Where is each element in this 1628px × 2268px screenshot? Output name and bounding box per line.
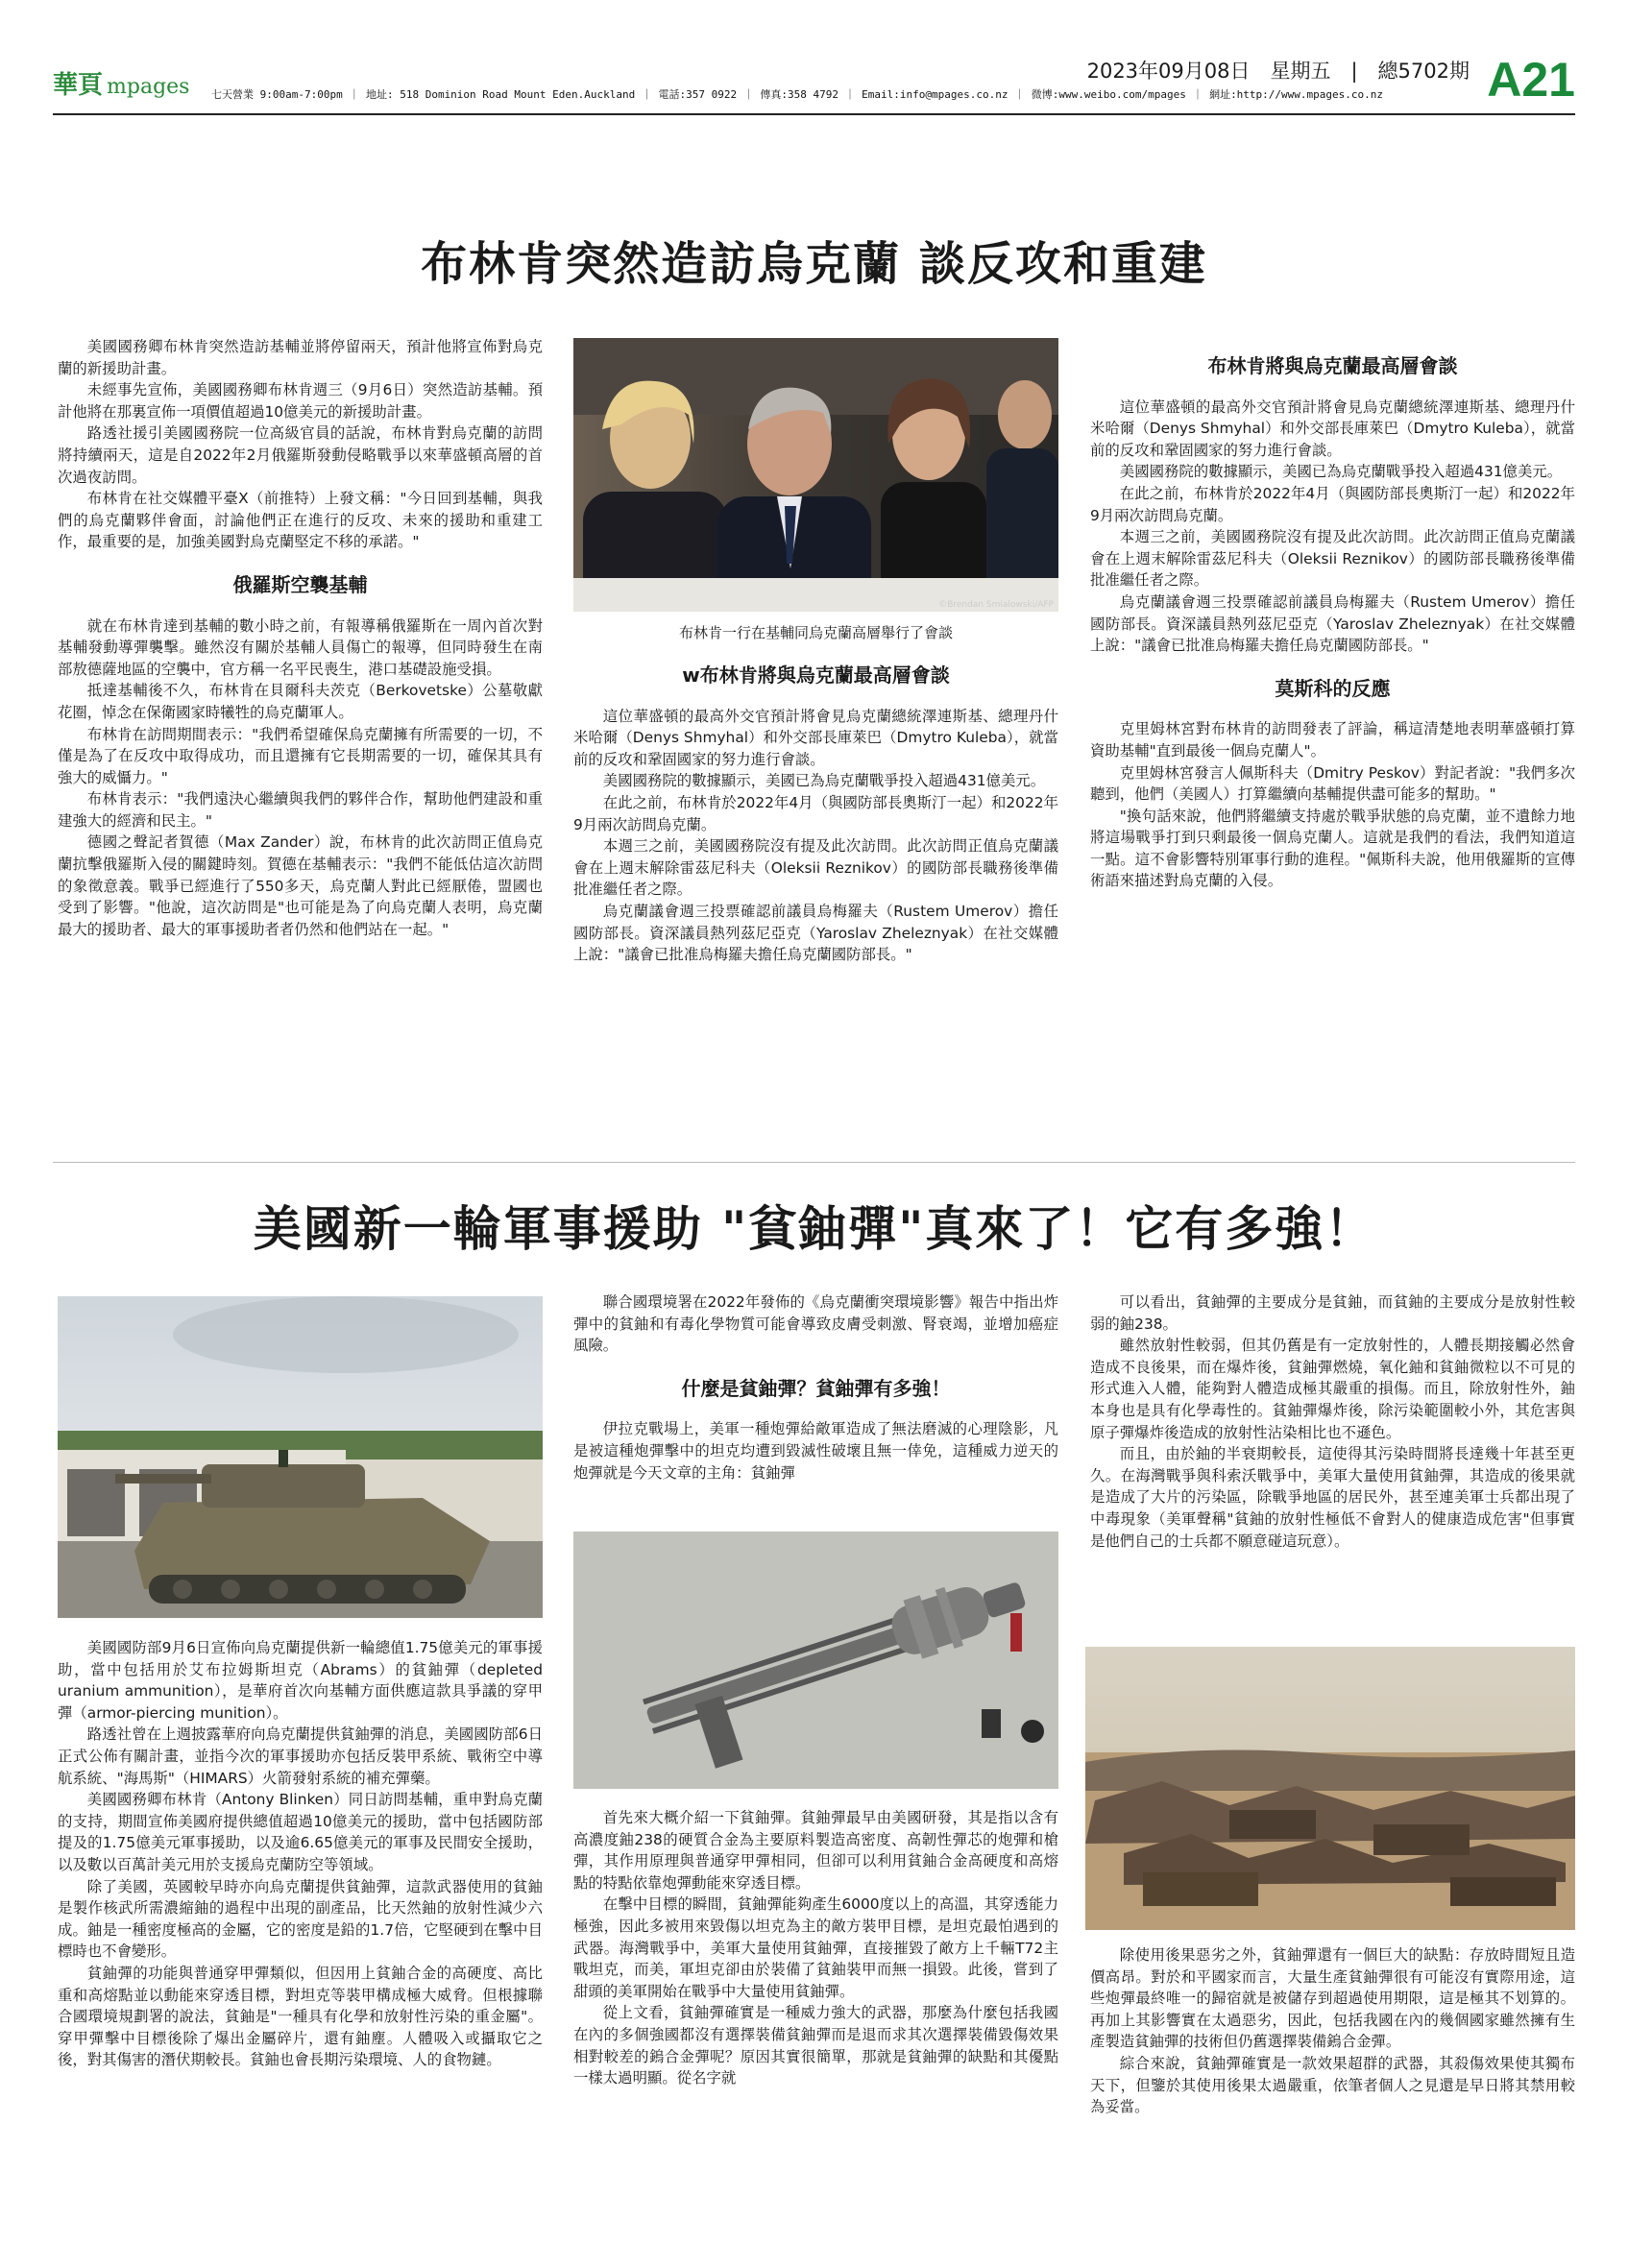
paragraph: 雖然放射性較弱，但其仍舊是有一定放射性的，人體長期接觸必然會造成不良後果，而在爆炸後，貧鈾彈燃燒，氧化鈾和貧鈾微粒以不可見的形式進入人體，能夠對人體造成極其嚴重的損傷。而且，除放射性外，鈾本身也是具有化學毒性的。貧鈾彈爆炸後，除污染範圍較小外，其危害與原子彈爆炸後造成的放射性沾染相比也不遜色。	[1090, 1337, 1575, 1441]
photo-caption: 布林肯一行在基輔同烏克蘭高層舉行了會談	[678, 624, 953, 641]
a2-col1-paras	[58, 1637, 543, 2071]
article1-col2	[573, 664, 1058, 966]
article2-col1	[58, 1637, 543, 2071]
paragraph: 克里姆林宮對布林肯的訪問發表了評論，稱這清楚地表明華盛頓打算資助基輔"直到最後一個烏克蘭人"。	[1090, 720, 1575, 760]
paragraph: 這位華盛頓的最高外交官預計將會見烏克蘭總統澤連斯基、總理丹什米哈爾（Denys Shmyhal）和外交部長庫萊巴（Dmytro Kuleba），就當前的反攻和鞏固國家的努力進行會談。	[1090, 398, 1575, 459]
paragraph: 美國國防部9月6日宣佈向烏克蘭提供新一輪總值1.75億美元的軍事援助，當中包括用於艾布拉姆斯坦克（Abrams）的貧鈾彈（depleted uranium ammunition），是華府首次向基輔方面供應這款具爭議的穿甲彈（armor-piercing munition）。	[58, 1639, 543, 1722]
abrams-tank-photo	[58, 1296, 543, 1618]
paragraph: 美國國務院的數據顯示，美國已為烏克蘭戰爭投入超過431億美元。	[602, 772, 1046, 790]
logo: 華頁 mpages	[53, 71, 190, 100]
paragraph: 聯合國環境署在2022年發佈的《烏克蘭衝突環境影響》報告中指出炸彈中的貧鈾和有毒化學物質可能會導致皮膚受刺激、腎衰竭，並增加癌症風險。	[573, 1293, 1058, 1355]
masthead	[53, 53, 1575, 113]
a2-col2c-paras	[573, 1807, 1058, 2089]
paragraph: 抵達基輔後不久，布林肯在貝爾科夫茨克（Berkovetske）公墓敬獻花圈，悼念在保衛國家時犧牲的烏克蘭軍人。	[58, 682, 543, 721]
paragraph: 除了美國，英國較早時亦向烏克蘭提供貧鈾彈，這款武器使用的貧鈾是製作核武所需濃縮鈾的過程中出現的副產品，比天然鈾的放射性減少六成。鈾是一種密度極高的金屬，它的密度是鉛的1.7倍，它堅硬到在擊中目標時也不會變形。	[58, 1877, 543, 1961]
paragraph: 在擊中目標的瞬間，貧鈾彈能夠產生6000度以上的高溫，其穿透能力極強，因此多被用來毀傷以坦克為主的敵方裝甲目標，是坦克最怕遇到的武器。海灣戰爭中，美軍大量使用貧鈾彈，直接摧毀了敵方上千輛T72主戰坦克，而美，軍坦克卻由於裝備了貧鈾裝甲而無一損毀。此後，嘗到了甜頭的美軍開始在戰爭中大量使用貧鈾彈。	[573, 1895, 1058, 2000]
paragraph: 首先來大概介紹一下貧鈾彈。貧鈾彈最早由美國研發，其是指以含有高濃度鈾238的硬質合金為主要原料製造高密度、高韌性彈芯的炮彈和槍彈，其作用原理與普通穿甲彈相同，但卻可以利用貧鈾合金高硬度和高熔點的特點依靠炮彈動能來穿透目標。	[573, 1809, 1058, 1892]
paragraph: 烏克蘭議會週三投票確認前議員烏梅羅夫（Rustem Umerov）擔任國防部長。資深議員熱列茲尼亞克（Yaroslav Zheleznyak）在社交媒體上說："議會已批准烏梅羅夫擔任烏克蘭國防部長。"	[1090, 592, 1575, 655]
a1-col1-paras	[58, 336, 543, 553]
article1-col1	[58, 336, 543, 940]
paragraph: 除使用後果惡劣之外，貧鈾彈還有一個巨大的缺點：存放時間短且造價高昂。對於和平國家而言，大量生產貧鈾彈很有可能沒有實際用途，這些炮彈最終唯一的歸宿就是被儲存到超過使用期限，這是極其不划算的。再加上其影響實在太過惡劣，因此，包括我國在內的幾個國家雖然擁有生產製造貧鈾彈的技術但仍舊選擇裝備鎢合金彈。	[1090, 1946, 1575, 2051]
a2-col2b-paras	[573, 1418, 1058, 1484]
paragraph: 布林肯表示："我們遠決心繼續與我們的夥伴合作，幫助他們建設和重建強大的經濟和民主。"	[58, 790, 543, 830]
paragraph: 布林肯在訪問期間表示："我們希望確保烏克蘭擁有所需要的一切，不僅是為了在反攻中取得成功，而且還擁有它長期需要的一切，確保其具有強大的威懾力。"	[58, 725, 543, 786]
a1-col2-paras	[573, 706, 1058, 966]
article2-col2	[573, 1291, 1058, 1484]
paragraph: 美國國務卿布林肯突然造訪基輔並將停留兩天，預計他將宣佈對烏克蘭的新援助計畫。	[58, 338, 543, 377]
paragraph: 可以看出，貧鈾彈的主要成分是貧鈾，而貧鈾的主要成分是放射性較弱的鈾238。	[1090, 1293, 1575, 1333]
paragraph: 美國國務卿布林肯（Antony Blinken）同日訪問基輔，重申對烏克蘭的支持，期間宣佈美國府提供總值超過10億美元的援助，當中包括國防部提及的1.75億美元軍事援助，以及逾6.65億美元的軍事及民間安全援助，以及數以百萬計美元用於支援烏克蘭防空等領域。	[58, 1791, 543, 1873]
paragraph: 而且，由於鈾的半衰期較長，這使得其污染時間將長達幾十年甚至更久。在海灣戰爭與科索沃戰爭中，美軍大量使用貧鈾彈，其造成的後果就是造成了大片的污染區，除戰爭地區的居民外，甚至連美軍士兵都出現了中毒現象（美軍聲稱"貧鈾的放射性極低不會對人的健康造成危害"但事實是他們自己的士兵都不願意碰這玩意）。	[1090, 1445, 1575, 1550]
paragraph: "換句話來說，他們將繼續支持處於戰爭狀態的烏克蘭，並不遺餘力地將這場戰爭打到只剩最後一個烏克蘭人。這就是我們的看法，我們知道這一點。這不會影響特別軍事行動的進程。"佩斯科夫說，他用俄羅斯的宣傳術語來描述對烏克蘭的入侵。	[1090, 807, 1575, 890]
a1-col3b-paras	[1090, 718, 1575, 892]
paragraph: 路透社曾在上週披露華府向烏克蘭提供貧鈾彈的消息，美國國防部6日正式公佈有關計畫，並指今次的軍事援助亦包括反裝甲系統、戰術空中導航系統、"海馬斯"（HIMARS）火箭發射系統的補充彈藥。	[58, 1725, 543, 1787]
a1-col1b-paras	[58, 615, 543, 941]
header-rule	[53, 113, 1575, 115]
paragraph: 克里姆林宮發言人佩斯科夫（Dmitry Peskov）對記者說："我們多次聽到，他們（美國人）打算繼續向基輔提供盡可能多的幫助。"	[1090, 763, 1575, 804]
a1-col3-heading: 布林肯將與烏克蘭最高層會談	[1207, 354, 1458, 377]
paragraph: 貧鈾彈的功能與普通穿甲彈類似，但因用上貧鈾合金的高硬度、高比重和高熔點並以動能來穿透目標，對坦克等裝甲構成極大威脅。但根據聯合國環境規劃署的說法，貧鈾是"一種具有化學和放射性污染的重金屬"。穿甲彈擊中目標後除了爆出金屬碎片，還有鈾塵。人體吸入或攝取它之後，對其傷害的潛伏期較長。貧鈾也會長期污染環境、人的食物鏈。	[58, 1964, 543, 2069]
article2-col3b	[1090, 1944, 1575, 2118]
paragraph: 本週三之前，美國國務院沒有提及此次訪問。此次訪問正值烏克蘭議會在上週末解除雷茲尼科夫（Oleksii Reznikov）的國防部長職務後準備批准繼任者之際。	[573, 837, 1058, 899]
a1-col3-heading2: 莫斯科的反應	[1275, 676, 1391, 700]
paragraph: 在此之前，布林肯於2022年4月（與國防部長奧斯汀一起）和2022年9月兩次訪問烏克蘭。	[573, 793, 1058, 833]
paragraph: 路透社援引美國國務院一位高級官員的話說，布林肯對烏克蘭的訪問將持續兩天，這是自2022年2月俄羅斯發動侵略戰爭以來華盛頓高層的首次過夜訪問。	[58, 424, 543, 486]
dateline: 2023年09月08日 星期五 | 總5702期	[1086, 60, 1470, 83]
a2-col3a-paras	[1090, 1291, 1575, 1552]
photo-credit: ©Brendan Smialowski/AFP	[938, 600, 1054, 610]
paragraph: 美國國務院的數據顯示，美國已為烏克蘭戰爭投入超過431億美元。	[1119, 463, 1563, 481]
paragraph: 這位華盛頓的最高外交官預計將會見烏克蘭總統澤連斯基、總理丹什米哈爾（Denys Shmyhal）和外交部長庫萊巴（Dmytro Kuleba），就當前的反攻和鞏固國家的努力進行會談。	[573, 707, 1058, 768]
paragraph: 在此之前，布林肯於2022年4月（與國防部長奧斯汀一起）和2022年9月兩次訪問烏克蘭。	[1090, 484, 1575, 524]
a2-col3b-paras	[1090, 1944, 1575, 2118]
article2-col3	[1090, 1291, 1575, 1552]
tank-graveyard-photo	[1085, 1647, 1575, 1930]
paragraph: 未經事先宣佈，美國國務卿布林肯週三（9月6日）突然造訪基輔。預計他將在那裏宣佈一項價值超過10億美元的新援助計畫。	[58, 381, 543, 421]
a1-col1-heading: 俄羅斯空襲基輔	[232, 572, 368, 596]
paragraph: 綜合來說，貧鈾彈確實是一款效果超群的武器，其殺傷效果使其獨布天下，但鑒於其使用後果太過嚴重，依筆者個人之見還是早日將其禁用較為妥當。	[1090, 2054, 1575, 2116]
article1-title: 布林肯突然造訪烏克蘭 談反攻和重建	[421, 237, 1207, 291]
blinken-meeting-photo	[573, 338, 1058, 612]
du-round-photo	[573, 1532, 1058, 1789]
article-separator	[53, 1162, 1575, 1163]
contact-info: 七天營業 9:00am-7:00pm ｜ 地址: 518 Dominion Road Mount Eden.Auckland ｜ 電話:357 0922 ｜ 傳真:358 4792 ｜ Email:info@mpages.co.nz ｜ 微博:www.weibo.com/mpages ｜ 網址:http://www.mpages.co.nz	[211, 88, 1384, 101]
paragraph: 就在布林肯達到基輔的數小時之前，有報導稱俄羅斯在一周內首次對基輔發動導彈襲擊。雖然沒有關於基輔人員傷亡的報導，但同時發生在南部敖德薩地區的空襲中，官方稱一名平民喪生，港口基礎設施受損。	[58, 616, 543, 678]
page-number: A21	[1487, 53, 1575, 107]
paragraph: 伊拉克戰場上，美軍一種炮彈給敵軍造成了無法磨滅的心理陰影，凡是被這種炮彈擊中的坦克均遭到毀滅性破壞且無一倖免，這種威力逆天的炮彈就是今天文章的主角：貧鈾彈	[573, 1420, 1058, 1482]
a1-col3-paras	[1090, 397, 1575, 657]
article2-title: 美國新一輪軍事援助 "貧鈾彈"真來了！它有多強！	[253, 1201, 1375, 1257]
a1-col2-heading: w布林肯將與烏克蘭最高層會談	[682, 664, 950, 687]
article2-col2c	[573, 1807, 1058, 2089]
a2-col2a-paras	[573, 1291, 1058, 1357]
a2-col2-heading: 什麼是貧鈾彈？貧鈾彈有多強！	[681, 1376, 951, 1400]
article1-col3	[1090, 338, 1575, 892]
paragraph: 德國之聲記者賀德（Max Zander）說，布林肯的此次訪問正值烏克蘭抗擊俄羅斯入侵的關鍵時刻。賀德在基輔表示："我們不能低估這次訪問的象徵意義。戰爭已經進行了550多天，烏克蘭人對此已經厭倦，盟國也受到了影響。"他說，這次訪問是"也可能是為了向烏克蘭人表明，烏克蘭最大的援助者、最大的軍事援助者者仍然和他們站在一起。"	[58, 833, 543, 938]
paragraph: 布林肯在社交媒體平臺X（前推特）上發文稱："今日回到基輔，與我們的烏克蘭夥伴會面，討論他們正在進行的反攻、未來的援助和重建工作，最重要的是，加強美國對烏克蘭堅定不移的承諾。"	[58, 490, 543, 551]
paragraph: 烏克蘭議會週三投票確認前議員烏梅羅夫（Rustem Umerov）擔任國防部長。資深議員熱列茲尼亞克（Yaroslav Zheleznyak）在社交媒體上說："議會已批准烏梅羅夫擔任烏克蘭國防部長。"	[573, 902, 1058, 964]
paragraph: 從上文看，貧鈾彈確實是一種威力強大的武器，那麼為什麼包括我國在內的多個強國都沒有選擇裝備貧鈾彈而是退而求其次選擇裝備毀傷效果相對較差的鎢合金彈呢？原因其實很簡單，那就是貧鈾彈的缺點和其優點一樣太過明顯。從名字就	[573, 2004, 1058, 2087]
paragraph: 本週三之前，美國國務院沒有提及此次訪問。此次訪問正值烏克蘭議會在上週末解除雷茲尼科夫（Oleksii Reznikov）的國防部長職務後準備批准繼任者之際。	[1090, 528, 1575, 590]
